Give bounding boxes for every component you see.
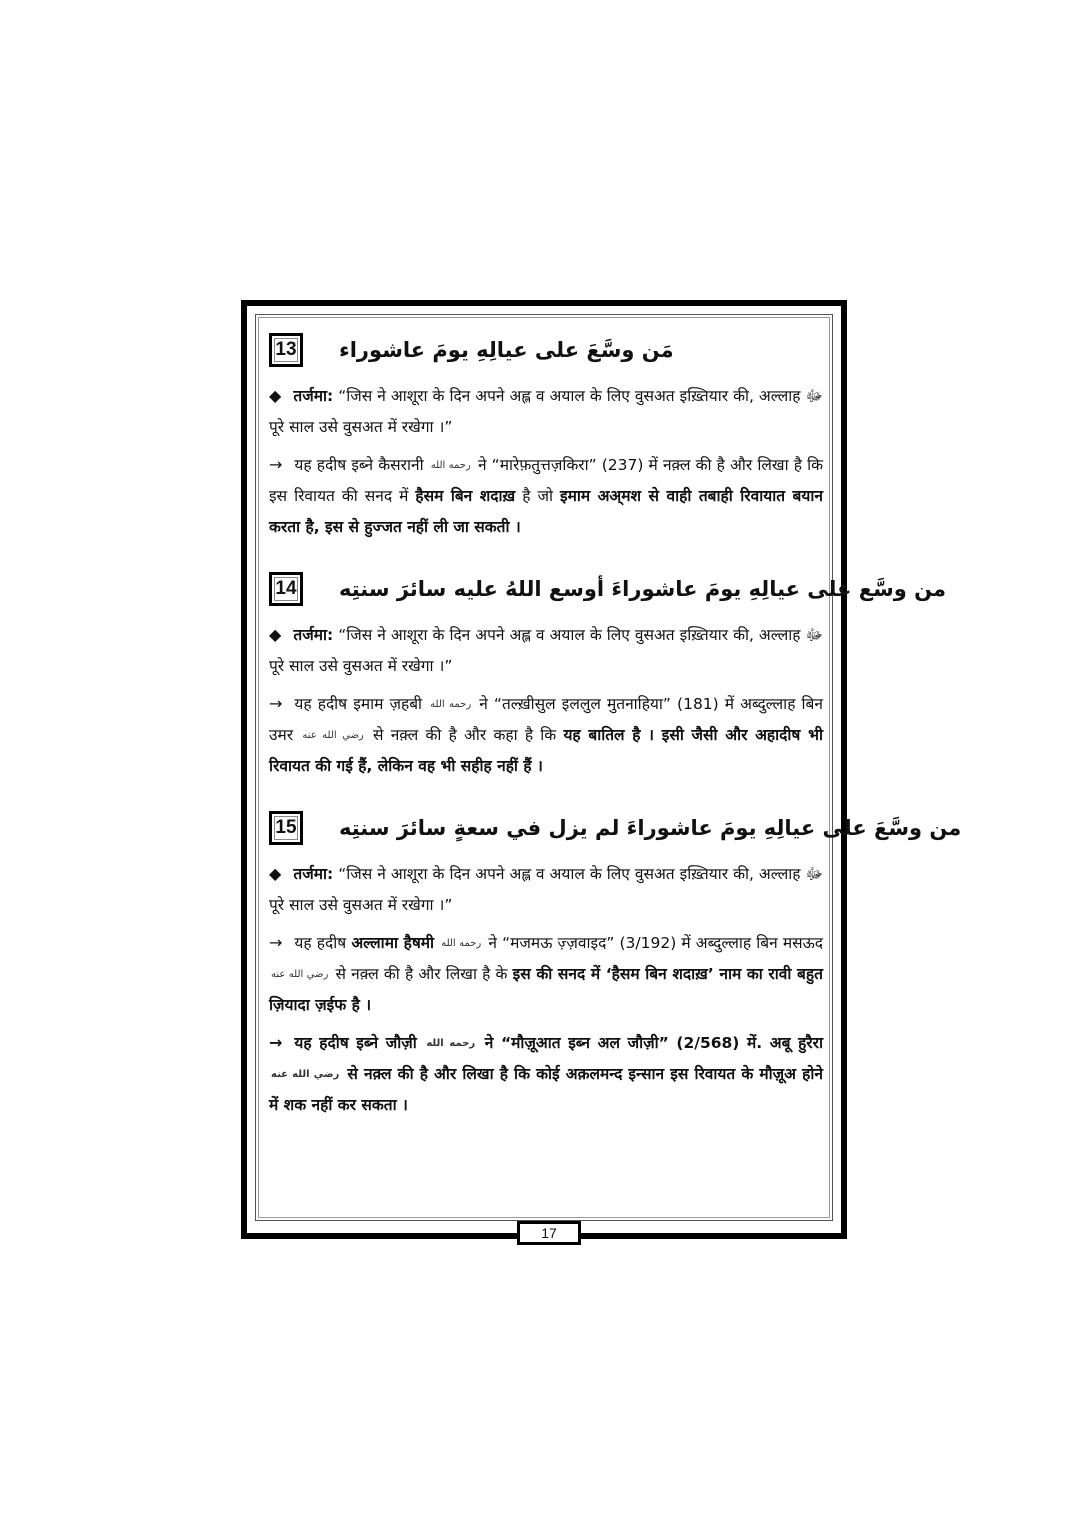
honorific-glyph: رضي الله عنه	[302, 730, 364, 741]
arabic-title: من وسَّعَ على عيالِهِ يومَ عاشوراءَ لم يزل في سعةٍ سائرَ سنتِه	[339, 816, 962, 840]
section-heading	[269, 326, 823, 374]
diamond-bullet-icon: ◆	[269, 625, 282, 644]
arrow-right-icon: →	[269, 694, 283, 713]
arabic-title: مَن وسَّعَ على عيالِهِ يومَ عاشوراء	[339, 338, 674, 362]
hadith-section-13	[269, 326, 823, 543]
translation-paragraph	[269, 380, 823, 443]
translation-label: तर्जमा:	[293, 626, 334, 644]
honorific-glyph: رحمه الله	[426, 1038, 476, 1049]
section-number-badge: 13	[269, 333, 303, 367]
note-paragraph: → यह हदीष अल्लामा हैषमी رحمه الله ने “मजमऊ ज़्ज़वाइद” (3/192) में अब्दुल्लाह बिन मसऊद رضي الله عنه से नक़्ल की है और लिखा है के इस की सनद में ‘हैसम बिन शदाख़’ नाम का रावी बहुत ज़ियादा ज़ईफ है ।	[269, 933, 823, 1014]
section-heading	[269, 804, 962, 852]
arrow-right-icon: →	[269, 933, 283, 952]
arrow-right-icon: →	[269, 1033, 283, 1052]
arrow-right-icon: →	[269, 455, 283, 474]
honorific-glyph: رحمه الله	[441, 938, 482, 949]
honorific-glyph: رحمه الله	[430, 699, 472, 710]
note-paragraph: → यह हदीष इब्ने जौज़ी رحمه الله ने “मौज़ूआत इब्न अल जौज़ी” (2/568) में. अबू हुरैरा رضي الله عنه से नक़्ल की है और लिखा है कि कोई अक़लमन्द इन्सान इस रिवायत के मौज़ूअ होने में शक नहीं कर सकता ।	[269, 1033, 823, 1114]
translation-text: “जिस ने आशूरा के दिन अपने अह्ल व अयाल के लिए वुसअत इख़्तियार की, अल्लाह ﷻ पूरे साल उसे वुसअत में रखेगा ।”	[269, 626, 823, 675]
translation-paragraph	[269, 619, 823, 682]
translation-label: तर्जमा:	[293, 387, 334, 405]
translation-paragraph	[269, 858, 823, 921]
diamond-bullet-icon: ◆	[269, 864, 282, 883]
page-content	[269, 326, 962, 1131]
section-number-badge: 15	[269, 811, 303, 845]
translation-label: तर्जमा:	[293, 865, 334, 883]
honorific-glyph: رضي الله عنه	[271, 969, 329, 980]
hadith-section-15	[269, 804, 962, 1121]
page-number: 17	[517, 1221, 581, 1245]
section-heading	[269, 565, 947, 613]
note-paragraph: → यह हदीष इमाम ज़हबी رحمه الله ने “तल्ख़ीसुल इललुल मुतनाहिया” (181) में अब्दुल्लाह बिन उमर رضي الله عنه से नक़्ल की है और कहा है कि यह बातिल है । इसी जैसी और अहादीष भी रिवायत की गई हैं, लेकिन वह भी सहीह नहीं हैं ।	[269, 694, 823, 775]
honorific-glyph: رضي الله عنه	[271, 1069, 340, 1080]
note-paragraph: → यह हदीष इब्ने कैसरानी رحمه الله ने “मारेफ़तुत्तज़किरा” (237) में नक़्ल की है और लिखा है कि इस रिवायत की सनद में हैसम बिन शदाख़ है जो इमाम अअ्मश से वाही तबाही रिवायात बयान करता है, इस से हुज्जत नहीं ली जा सकती ।	[269, 455, 823, 536]
diamond-bullet-icon: ◆	[269, 386, 282, 405]
hadith-section-14	[269, 565, 947, 782]
translation-text: “जिस ने आशूरा के दिन अपने अह्ल व अयाल के लिए वुसअत इख़्तियार की, अल्लाह ﷻ पूरे साल उसे वुसअत में रखेगा ।”	[269, 387, 823, 436]
translation-text: “जिस ने आशूरा के दिन अपने अह्ल व अयाल के लिए वुसअत इख़्तियार की, अल्लाह ﷻ पूरे साल उसे वुसअत में रखेगा ।”	[269, 865, 823, 914]
section-number-badge: 14	[269, 572, 303, 606]
arabic-title: من وسَّع على عيالِهِ يومَ عاشوراءَ أوسع اللهُ عليه سائرَ سنتِه	[339, 577, 947, 601]
honorific-glyph: رحمه الله	[430, 460, 471, 471]
page-frame	[241, 300, 962, 1241]
